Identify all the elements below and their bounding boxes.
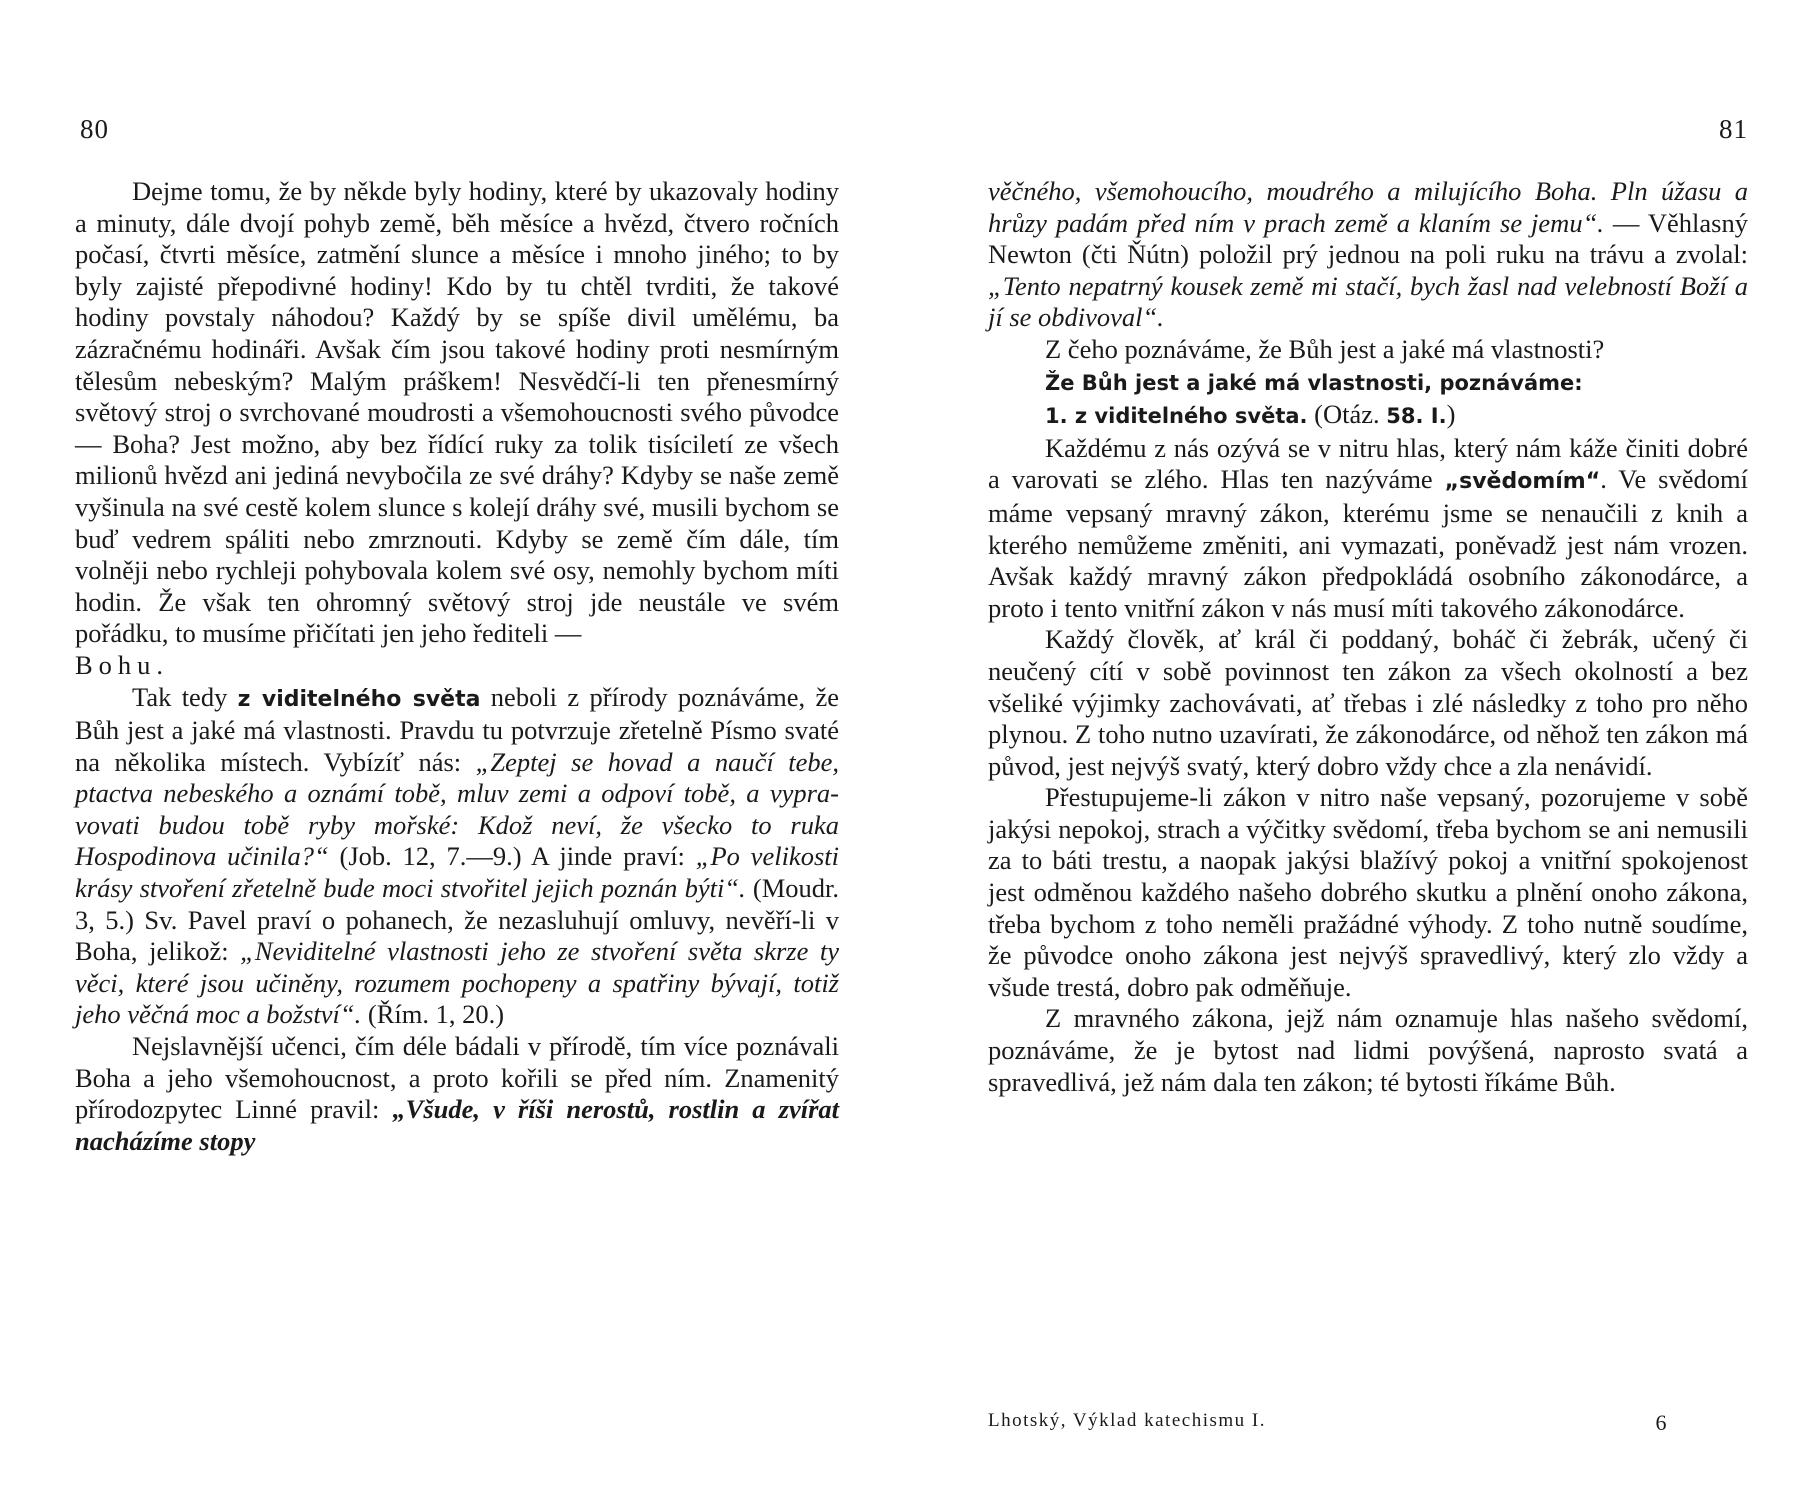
left-page-text [75,176,839,1157]
paragraph: Každému z nás ozývá se v nitru hlas, který nám káže činiti dobré a varovati se zlého. Hlas ten nazýváme „svědomím“. Ve svědomí máme vepsaný mravný zákon, kterému jsme se nenaučili z knih a kterého nemůžeme změniti, ani vymazati, poněvadž jest nám vrozen. Avšak každý mravný zákon předpokládá osobního zákonodárce, a proto i tento vnitřní zákon v nás musí míti takového zákonodárce. [988,432,1748,623]
paragraph: věčného, všemohoucího, moudrého a milujícího Boha. Pln úžasu a hrůzy padám před ním v prach země a klaním se jemu“. — Věhlasný Newton (čti Ňútn) položil prý jednou na poli ruku na trávu a zvolal: „Tento nepatrný kousek země mi stačí, bych žasl nad velebností Boží a jí se obdivoval“. [988,176,1748,333]
quote: „Neviditelné vlastnosti jeho ze stvoření světa skrze ty věci, které jsou učiněny, rozumem pochopeny a spatřiny bývají, totiž jeho věčná moc a božství“. [75,936,840,1030]
left-page [75,0,839,1501]
footer-title: Lhotský, Výklad katechismu I. [988,1410,1266,1431]
signature-mark: 6 [1655,1410,1668,1435]
page-footer [988,1410,1748,1435]
quote: věčného, všemohoucího, moudrého a milujícího Boha. Pln úžasu a hrůzy padám před ním v prach země a klaním se jemu“. [988,176,1748,238]
quote: „Tento nepatrný kousek země mi stačí, bych žasl nad velebností Boží a jí se obdivoval“. [988,270,1748,333]
emphasis-bold: „svědomím“ [1444,469,1601,495]
page-number-left: 80 [80,114,109,144]
right-page [988,0,1748,1501]
paragraph: Z mravného zákona, jejž nám oznamuje hlas našeho svědomí, poznáváme, že je bytost nad lidmi povýšená, naprosto svatá a spravedlivá, jež nám dala ten zákon; té bytosti říkáme Bůh. [988,1003,1748,1097]
paragraph: Nejslavnější učenci, čím déle bádali v přírodě, tím více poznávali Boha a jeho všemohoucnost, a proto kořili se před ním. Znamenitý přírodozpytec Linné pravil: „Všude, v říši nerostů, rostlin a zvířat nacházíme stopy [75,1031,839,1156]
question: Z čeho poznáváme, že Bůh jest a jaké má vlastnosti? [1045,333,1605,364]
paragraph: Přestupujeme-li zákon v nitro naše vepsaný, pozorujeme v sobě jakýsi nepokoj, strach a výčitky svědomí, třeba bychom se ani nemusili za to báti trestu, a naopak jakýsi blažívý pokoj a vnitřní spokojenost jest odměnou každého našeho dobrého skutku a plnění onoho zákona, třeba bychom z toho neměli pražádné výhody. Z toho nutně soudíme, že původce onoho zákona jest nejvýš spravedlivý, který zlo vždy a všude trestá, dobro pak odměňuje. [988,782,1748,1002]
paragraph: Tak tedy z viditelného světa neboli z přírody poznáváme, že Bůh jest a jaké má vlastnosti. Pravdu tu potvrzuje zřetelně Písmo svaté na několika místech. Vybízíť nás: „Zeptej se hovad a naučí tebe, ptactva nebeského a oznámí tobě, mluv zemi a odpoví tobě, a vypravovati budou tobě ryby mořské: Kdož neví, že všecko to ruka Hospodinova učinila?“ (Job. 12, 7.—9.) A jinde praví: „Po velikosti krásy stvoření zřetelně bude moci stvořitel jejich poznán býti“. (Moudr. 3, 5.) Sv. Pavel praví o pohanech, že nezasluhují omluvy, nevěří-li v Boha, jelikož: „Neviditelné vlastnosti jeho ze stvoření světa skrze ty věci, které jsou učiněny, rozumem pochopeny a spatřiny bývají, totiž jeho věčná moc a božství“. (Řím. 1, 20.) [75,681,840,1030]
quote: „Zeptej se hovad a naučí tebe, ptactva nebeského a oznámí tobě, mluv zemi a odpoví tobě, a vypravovati budou tobě ryby mořské: Kdož neví, že všecko to ruka Hospodinova učinila?“ [75,746,840,872]
paragraph: Dejme tomu, že by někde byly hodiny, které by ukazovaly hodiny a minuty, dále dvojí pohyb země, běh měsíce a hvězd, čtvero ročních počasí, čtvrti měsíce, zatmění slunce a měsíce i mnoho jiného; to by byly zajisté přepodivné hodiny! Kdo by tu chtěl tvrditi, že takové hodiny povstaly náhodou? Každý by se spíše divil umělému, ba zázračnému hodináři. Avšak čím jsou takové hodiny proti nesmírným tělesům nebeským? Malým práškem! Nesvědčí-li ten přenesmírný světový stroj o svrchované moudrosti a všemohoucnosti svého původce — Boha? Jest možno, aby bez řídící ruky za tolik tisíciletí ze všech milionů hvězd ani jediná nevybočila ze své dráhy? Kdyby se naše země vyšinula na své cestě kolem slunce s kolejí dráhy své, musili bychom se buď vedrem spáliti nebo zmrznouti. Kdyby se země čím dále, tím volněji nebo rychleji pohybovala kolem své osy, nemohly bychom míti hodin. Že však ten ohromný světový stroj jde neustále ve svém pořádku, to musíme přičítati jen jeho řediteli — Bohu. [75,176,839,680]
emphasis-bold: z viditelného světa [237,686,481,712]
answer-point: 1. z viditelného světa. (Otáz. 58. I.) [1045,399,1456,430]
quote: „Po velikosti krásy stvoření zřetelně bude moci stvořitel jejich poznán býti“. [75,841,839,904]
answer-heading: Že Bůh jest a jaké má vlastnosti, poznáváme: [1045,370,1583,395]
quote: „Všude, v říši nerostů, rostlin a zvířat nacházíme stopy [75,1094,839,1156]
paragraph: Každý člověk, ať král či poddaný, boháč či žebrák, učený či neučený cítí v sobě povinnost ten zákon za všech okolností a bez všeliké výjimky zachovávati, ať třebas i zlé následky z toho pro něho plynou. Z toho nutno uzavírati, že zákonodárce, od něhož ten zákon má původ, jest nejvýš svatý, který dobro vždy chce a zla nenávidí. [988,624,1748,781]
right-page-text [988,176,1748,1098]
page-number-right: 81 [1719,114,1748,144]
